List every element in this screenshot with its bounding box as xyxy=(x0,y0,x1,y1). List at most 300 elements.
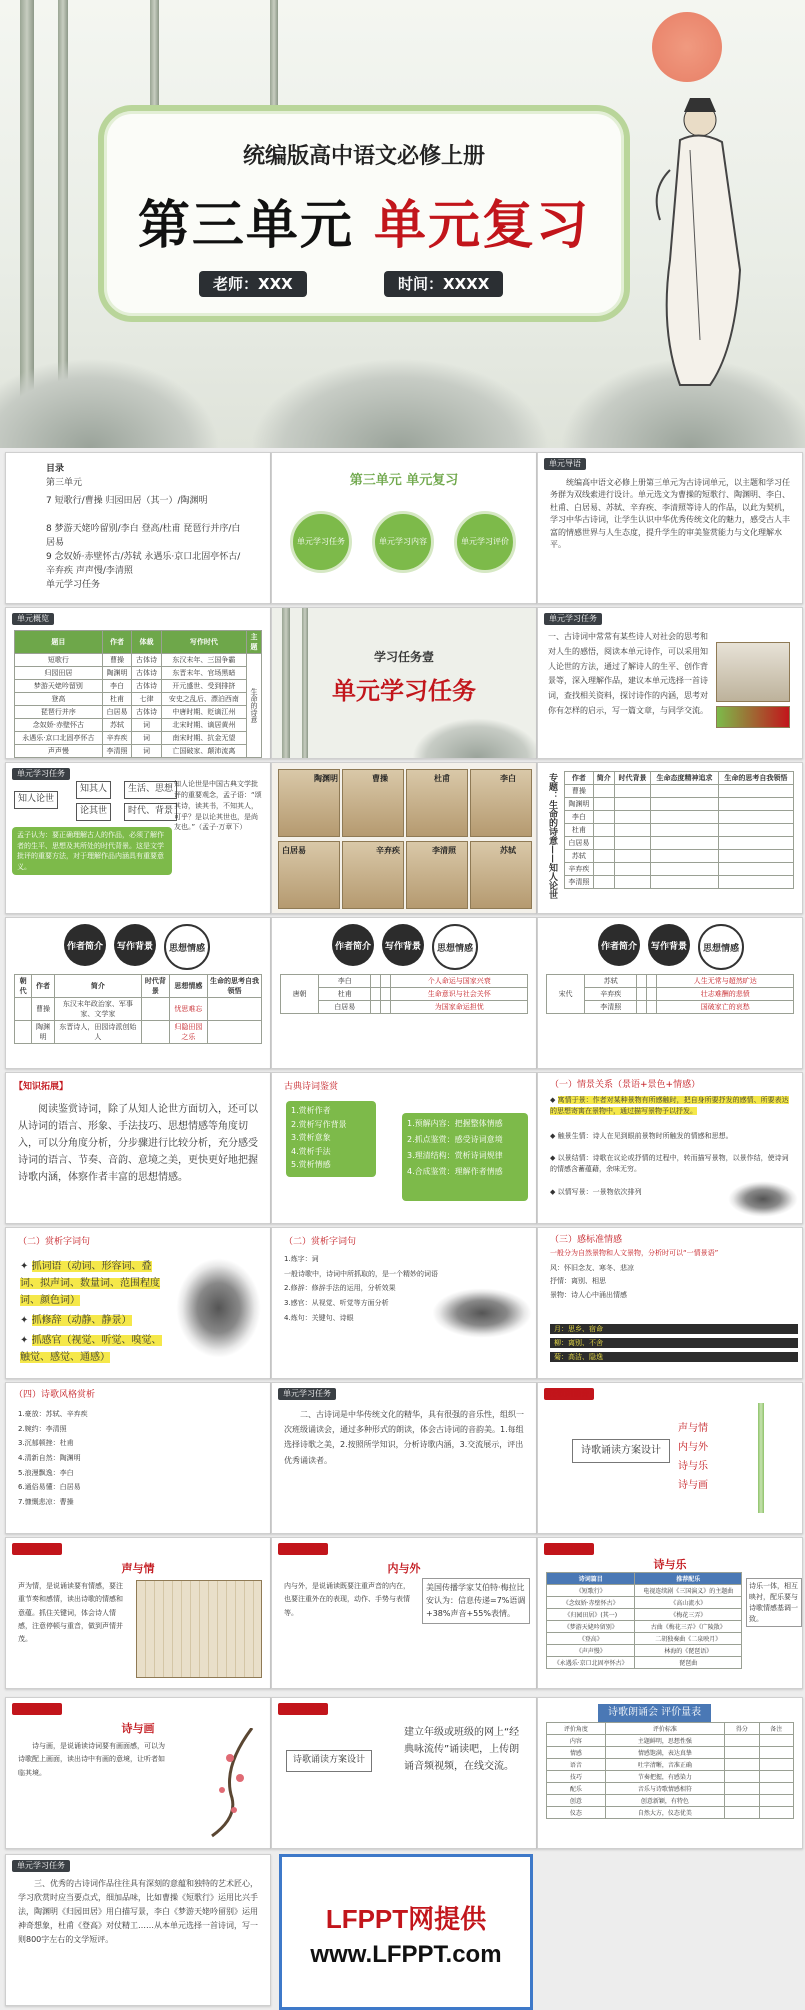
essay-text: 一、古诗词中常常有某些诗人对社会的思考和对人生的感悟，阅读本单元诗作，可以采用知人论世的方法，通过了解诗人的生平、创作背景等，深入理解作品，建议本单元选择一首诗词，查找相关资料，探讨诗作的内涵，思考对你有怎样的启示，写一篇文章，与同学交流。 xyxy=(548,632,708,715)
slide-words-2[interactable] xyxy=(271,1227,537,1379)
cell: 陶渊明 xyxy=(32,1021,55,1044)
portrait-label: 苏轼 xyxy=(500,846,516,855)
cell: 亡国破家、颠沛流离 xyxy=(161,745,246,758)
scene-text: 触景生情：诗人在见到眼前景物时所触发的情感和思想。 xyxy=(557,1132,733,1140)
cell: 主题鲜明，思想性强 xyxy=(605,1735,724,1747)
cell: 内容 xyxy=(547,1735,606,1747)
cell: 词 xyxy=(132,745,162,758)
ink-landscape xyxy=(176,1258,261,1358)
method-item: 2.抓点鉴赏：感受诗词意境 xyxy=(407,1135,503,1144)
cell: 作者 xyxy=(32,975,55,998)
circle-label: 写作背景 xyxy=(648,924,690,966)
slide-tag: 单元学习任务 xyxy=(12,1860,70,1872)
cover-slide xyxy=(0,0,805,448)
portrait-label: 杜甫 xyxy=(434,774,450,783)
overview-table xyxy=(14,630,262,758)
cell: 琵琶曲 xyxy=(635,1657,742,1669)
cell: 情感饱满，表达真挚 xyxy=(605,1747,724,1759)
mountain-ink xyxy=(412,718,537,758)
inout-box: 美国传播学家艾伯特·梅拉比安认为：信息传递=7%语调+38%声音+55%表情。 xyxy=(422,1578,530,1624)
slide-essay[interactable] xyxy=(537,607,803,759)
cell: 杜甫 xyxy=(319,988,371,1001)
table-row xyxy=(565,837,794,850)
cell: 辛弃疾 xyxy=(585,988,637,1001)
table-header: 写作时代 xyxy=(161,631,246,654)
slide-tag: 单元学习任务 xyxy=(544,613,602,625)
grid-header: 作者 xyxy=(565,772,594,785)
author-grid xyxy=(564,771,794,889)
grid-header: 生命态度精神追求 xyxy=(651,772,718,785)
style-item: 1.豪放：苏轼、辛弃疾 xyxy=(18,1410,88,1418)
circle-label: 写作背景 xyxy=(382,924,424,966)
cell: 语音 xyxy=(547,1759,606,1771)
cell: 归园田居 xyxy=(15,667,103,680)
poetry-item: 内与外 xyxy=(678,1442,708,1453)
review-circle: 单元学习内容 xyxy=(372,511,434,573)
plan-text: 建立年级或班级的网上“经典咏流传”诵读吧，上传朗诵音频视频，在线交流。 xyxy=(404,1727,520,1772)
cell: 苏轼 xyxy=(585,975,637,988)
emo-bar: 月：思乡、宿命 xyxy=(550,1324,798,1334)
emo-tag: （三）感标准情感 xyxy=(550,1235,623,1245)
circle-label: 作者简介 xyxy=(598,924,640,966)
poetry-plan-title: 诗歌诵读方案设计 xyxy=(572,1439,670,1463)
cell: 东晋诗人，田园诗派创始人 xyxy=(54,1021,141,1044)
scene-text: 寓情于景：作者对某种景物有所感触时，把自身所要抒发的感情、所要表达的思想寄寓在景物中，通过描写景物予以抒发。 xyxy=(550,1096,789,1115)
cell: 李白 xyxy=(102,680,132,693)
cell: 评价角度 xyxy=(547,1723,606,1735)
cell: 辛弃疾 xyxy=(565,863,594,876)
slide-author-b[interactable] xyxy=(271,917,537,1069)
words2-line: 一般诗歌中，诗词中所抓取的，是一个精妙的词语 xyxy=(284,1269,438,1278)
ink-mountain xyxy=(432,1288,532,1338)
circle-label: 思想情感 xyxy=(698,924,744,970)
emo-heading: 一般分为自然景物和人文景物，分析时可以“一情景语” xyxy=(550,1249,719,1257)
mountain-ink xyxy=(0,358,220,448)
poetry-item: 诗与画 xyxy=(678,1480,708,1491)
toc-unit: 第三单元 xyxy=(46,478,83,488)
slide-intro[interactable] xyxy=(537,452,803,604)
cell: 李白 xyxy=(565,811,594,824)
task3-text: 三、优秀的古诗词作品往往具有深刻的意蕴和独特的艺术匠心，学习欣赏时应当要点式，细加品味，比如曹操《短歌行》运用比兴手法，陶渊明《归园田居》用白描写景，李白《梦游天姥吟留别》运用神奇想象，杜甫《登高》对仗精工……从本单元选择一首诗词，写一则800字左右的文学短评。 xyxy=(18,1879,258,1944)
table-row xyxy=(547,975,794,988)
words2-line: 1.炼字：词 xyxy=(284,1255,319,1263)
eval-title: 诗歌朗诵会 评价量表 xyxy=(598,1704,711,1722)
cell: 创意新颖，有特色 xyxy=(605,1795,724,1807)
slide-tag: 单元学习任务 xyxy=(278,1388,336,1400)
circle-label: 思想情感 xyxy=(164,924,210,970)
words2-tag: （二）赏析字词句 xyxy=(284,1237,357,1247)
cell: 情感 xyxy=(547,1747,606,1759)
toc-line: 7 短歌行/曹操 归园田居（其一）/陶渊明 xyxy=(46,496,208,506)
task-title: 单元学习任务 xyxy=(332,676,476,705)
eval-table xyxy=(546,1722,794,1819)
table-row xyxy=(547,1609,742,1621)
intro-text: 统编高中语文必修上册第三单元为古诗词单元，以主题和学习任务群为双线索进行设计。单元选文为曹操的短歌行、陶渊明、李白、杜甫、白居易、苏轼、辛弃疾、李清照等诗人的作品，以此为契机，学习中华古诗词，让学生认识中华优秀传统文化的魅力，感受古人丰富的情感世界与人生态度，提升学生的审美鉴赏能力与文化理解水平。 xyxy=(550,478,790,549)
slide-poem-music[interactable] xyxy=(537,1537,803,1689)
portrait-label: 陶渊明 xyxy=(314,774,338,783)
slide-knowledge[interactable] xyxy=(5,1072,271,1224)
table-row xyxy=(565,876,794,889)
scene-item: ◆ 以景结情：诗歌在议论或抒情的过程中，转而描写景物，以景作结，使诗词的情感含蓄蕴藉，余味无穷。 xyxy=(550,1154,789,1173)
emo-item: 风：怀旧念友、寒冬、悲凉 xyxy=(550,1264,634,1272)
table-row xyxy=(15,654,262,667)
cell: 开元盛世、受到排挤 xyxy=(161,680,246,693)
emo-items xyxy=(550,1262,790,1302)
words2-line: 3.感官：从视觉、听觉等方面分析 xyxy=(284,1299,389,1308)
cell: 永遇乐·京口北固亭怀古 xyxy=(15,732,103,745)
table-row xyxy=(547,1621,742,1633)
red-sun xyxy=(652,12,722,82)
theme-cell: 生命的诗意 xyxy=(247,654,262,758)
table-row xyxy=(547,1657,742,1669)
slide-tag: 单元导语 xyxy=(544,458,586,470)
slide-task-one[interactable] xyxy=(271,607,537,759)
author-table xyxy=(546,974,794,1014)
cell: 杜甫 xyxy=(102,693,132,706)
author-table xyxy=(14,974,262,1044)
table-row xyxy=(15,667,262,680)
emo-bar: 菊：高洁、隐逸 xyxy=(550,1352,798,1362)
cell: 林海的《琵琶语》 xyxy=(635,1645,742,1657)
table-row xyxy=(565,811,794,824)
method-title: 古典诗词鉴赏 xyxy=(284,1082,339,1092)
cell: 评价标准 xyxy=(605,1723,724,1735)
time-pill: 时间：XXXX xyxy=(384,271,503,297)
sage-figure-illustration xyxy=(640,90,760,390)
cell: 配乐 xyxy=(547,1783,606,1795)
scene-text: 以情写景：一景物依次排列 xyxy=(557,1188,642,1196)
table-row xyxy=(547,1807,794,1819)
style-item: 4.清新自然：陶渊明 xyxy=(18,1454,81,1463)
slide-evaluation[interactable] xyxy=(537,1697,803,1849)
mountain-ink xyxy=(250,358,550,448)
table-row xyxy=(15,1021,262,1044)
table-row xyxy=(281,975,528,988)
slide-grid[interactable] xyxy=(537,762,803,914)
cell: 备注 xyxy=(759,1723,793,1735)
words-tag: （二）赏析字词句 xyxy=(18,1237,91,1247)
ink-rock xyxy=(728,1181,798,1217)
table-row xyxy=(565,863,794,876)
slide-tag: 单元概览 xyxy=(12,613,54,625)
bamboo-stalk xyxy=(150,0,159,120)
slide-author-c[interactable] xyxy=(537,917,803,1069)
plum-blossom-illustration xyxy=(182,1728,262,1838)
method-item: 4.合成鉴赏：理解作者情感 xyxy=(407,1167,503,1176)
slide-mindmap[interactable] xyxy=(5,762,271,914)
method-item: 4.赏析手法 xyxy=(291,1146,331,1156)
cell: 吐字清晰，音准正确 xyxy=(605,1759,724,1771)
cover-title-black: 第三单元 xyxy=(137,195,354,256)
table-row xyxy=(547,1783,794,1795)
words2-line: 2.修辞：修辞手法的运用，分析效果 xyxy=(284,1284,396,1293)
table-row xyxy=(547,1585,742,1597)
toc-line: 8 梦游天姥吟留别/李白 登高/杜甫 琵琶行并序/白居易 xyxy=(46,524,241,548)
paint-text: 诗与画，是说诵读诗词要有画面感，可以为诗歌配上画面，读出诗中有画的意境，让听者如临其境。 xyxy=(18,1742,165,1777)
cell: 梦游天姥吟留别 xyxy=(15,680,103,693)
cell: 《永遇乐·京口北固亭怀古》 xyxy=(547,1657,635,1669)
grid-header: 生命的思考自我领悟 xyxy=(718,772,793,785)
cell: 古体诗 xyxy=(132,667,162,680)
slide-tag: 诗歌朗诵会 xyxy=(278,1703,328,1715)
slide-method[interactable] xyxy=(271,1072,537,1224)
cell: 《登高》 xyxy=(547,1633,635,1645)
scene-item: ◆ 寓情于景：作者对某种景物有所感触时，把自身所要抒发的感情、所要表达的思想寄寓在景物中，通过描写景物予以抒发。 xyxy=(550,1096,789,1115)
scene-tag: （一）情景关系（景语+景色+情感） xyxy=(550,1080,701,1090)
table-row xyxy=(15,732,262,745)
cell: 七律 xyxy=(132,693,162,706)
table-header: 主题 xyxy=(247,631,262,654)
bamboo-stalk xyxy=(758,1403,764,1513)
cell: 《归园田居》(其一) xyxy=(547,1609,635,1621)
slide-scene[interactable] xyxy=(537,1072,803,1224)
scene-text: 以景结情：诗歌在议论或抒情的过程中，转而描写景物，以景作结，使诗词的情感含蓄蕴藉，余味无穷。 xyxy=(550,1154,789,1173)
table-row xyxy=(547,1735,794,1747)
cell: 白居易 xyxy=(102,706,132,719)
table-row xyxy=(565,824,794,837)
method-item: 3.赏析意象 xyxy=(291,1133,331,1143)
cell: 南宋时期、抗金无望 xyxy=(161,732,246,745)
table-row xyxy=(15,680,262,693)
sound-text: 声为情，是说诵读要有情感，要注重节奏和感情，读出诗歌的情感和意蕴。抓住关键词，体会诗人情感，注意停顿与重音，做到声情并茂。 xyxy=(18,1582,123,1644)
cell: 苏轼 xyxy=(565,850,594,863)
cell: 《声声慢》 xyxy=(547,1645,635,1657)
emo-bar: 柳：离别、不舍 xyxy=(550,1338,798,1348)
review-circle: 单元学习任务 xyxy=(290,511,352,573)
cell: 唐朝 xyxy=(281,975,319,1014)
cell: 生命的思考自我领悟 xyxy=(208,975,262,998)
cell: 陶渊明 xyxy=(565,798,594,811)
cell: 短歌行 xyxy=(15,654,103,667)
slide-tag: 诗歌朗诵会 xyxy=(278,1543,328,1555)
toc-line: 9 念奴娇·赤壁怀古/苏轼 永遇乐·京口北固亭怀古/辛弃疾 声声慢/李清照 xyxy=(46,552,241,576)
words-item: ✦ 抓感官（视觉、听觉、嗅觉、触觉、感觉、通感） xyxy=(20,1335,162,1363)
cell: 李白 xyxy=(319,975,371,988)
table-header: 题目 xyxy=(15,631,103,654)
cell: 琵琶行并序 xyxy=(15,706,103,719)
table-row xyxy=(547,1645,742,1657)
cell: 东汉末年政治家、军事家、文学家 xyxy=(54,998,141,1021)
style-list xyxy=(18,1407,258,1510)
method-item: 5.赏析情感 xyxy=(291,1160,331,1170)
cell: 自然大方，仪态优美 xyxy=(605,1807,724,1819)
slide-author-a[interactable] xyxy=(5,917,271,1069)
slide-task-two[interactable] xyxy=(271,1382,537,1534)
table-row xyxy=(547,1771,794,1783)
cell: 壮志难酬的悲愤 xyxy=(657,988,794,1001)
scene-item: ◆ 触景生情：诗人在见到眼前景物时所触发的情感和思想。 xyxy=(550,1132,733,1140)
style-item: 5.浪漫飘逸：李白 xyxy=(18,1468,74,1477)
cell: 归隐田园之乐 xyxy=(169,1021,207,1044)
slide-review[interactable] xyxy=(271,452,537,604)
cell: 节奏把握，有感染力 xyxy=(605,1771,724,1783)
portrait-label: 曹操 xyxy=(372,774,388,783)
slide-portraits[interactable] xyxy=(271,762,537,914)
cell: 诗词篇目 xyxy=(547,1573,635,1585)
cell: 朝代 xyxy=(15,975,32,998)
words-text: 抓词语（动词、形容词、叠词、拟声词、数量词、范围程度词、颜色词） xyxy=(20,1261,160,1306)
cell: 白居易 xyxy=(565,837,594,850)
task-tag: 学习任务壹 xyxy=(373,650,434,664)
cell: 曹操 xyxy=(565,785,594,798)
table-row xyxy=(15,745,262,758)
grid-title: 专题：生命的诗意——知人论世 xyxy=(547,773,557,899)
cell: 音乐与诗歌情感相符 xyxy=(605,1783,724,1795)
poetry-item: 声与情 xyxy=(678,1423,708,1434)
cell: 仪态 xyxy=(547,1807,606,1819)
cell: 中唐时期、贬谪江州 xyxy=(161,706,246,719)
review-title: 第三单元 单元复习 xyxy=(349,473,459,488)
cell: 李清照 xyxy=(565,876,594,889)
table-row xyxy=(15,706,262,719)
calligraphy-scroll xyxy=(136,1580,262,1678)
slide-toc[interactable] xyxy=(5,452,271,604)
music-note: 诗乐一体，相互映衬，配乐要与诗歌情感基调一致。 xyxy=(746,1578,802,1627)
slide-words[interactable] xyxy=(5,1227,271,1379)
cell: 古曲《梅花三弄》《广陵散》 xyxy=(635,1621,742,1633)
table-row xyxy=(547,1633,742,1645)
circle-label: 作者简介 xyxy=(64,924,106,966)
lfppt-ad-card[interactable] xyxy=(279,1854,533,2010)
slide-inner-outer[interactable] xyxy=(271,1537,537,1689)
color-strip xyxy=(716,706,790,728)
emo-item: 抒情：离别、相思 xyxy=(550,1277,606,1286)
slide-style[interactable] xyxy=(5,1382,271,1534)
slide-poem-painting[interactable] xyxy=(5,1697,271,1849)
cell: 白居易 xyxy=(319,1001,371,1014)
cell: 曹操 xyxy=(102,654,132,667)
paint-title: 诗与画 xyxy=(121,1722,155,1735)
method-item: 1.预解内容：把握整体情感 xyxy=(407,1119,503,1128)
mind-node: 时代、背景 xyxy=(124,803,177,821)
cell: 《念奴娇·赤壁怀古》 xyxy=(547,1597,635,1609)
cell: 李清照 xyxy=(585,1001,637,1014)
circle-label: 写作背景 xyxy=(114,924,156,966)
words2-line: 4.炼句：关键句、诗眼 xyxy=(284,1313,354,1322)
cell: 词 xyxy=(132,719,162,732)
cell: 曹操 xyxy=(32,998,55,1021)
cell: 时代背景 xyxy=(142,975,170,998)
music-table xyxy=(546,1572,742,1669)
cover-title-frame xyxy=(98,105,630,322)
cell: 简介 xyxy=(54,975,141,998)
mind-green-box: 孟子认为：要正确理解古人的作品，必须了解作者的生平、思想及其所处的时代背景。这是文学批评的重要方法，对于理解作品内涵具有重要意义。 xyxy=(12,827,172,875)
cell: 古体诗 xyxy=(132,680,162,693)
cover-subtitle: 统编版高中语文必修上册 xyxy=(242,143,485,169)
grid-header: 时代背景 xyxy=(614,772,651,785)
knowledge-tag: 【知识拓展】 xyxy=(14,1082,69,1092)
inout-text: 内与外，是说诵读既要注重声音的内在，也要注重外在的表现，动作、手势与表情等。 xyxy=(284,1582,410,1617)
cell: 创意 xyxy=(547,1795,606,1807)
table-row xyxy=(15,693,262,706)
method-right-box xyxy=(402,1113,528,1201)
cell: 辛弃疾 xyxy=(102,732,132,745)
portrait-label: 辛弃疾 xyxy=(376,846,400,855)
mind-quote: 知人论世是中国古典文学批评的重要观念，孟子语：“颂其诗，读其书，不知其人，可乎？是以论其世也，是尚友也。”（孟子·万章下） xyxy=(174,780,262,832)
music-title: 诗与乐 xyxy=(653,1558,687,1571)
cell: 陶渊明 xyxy=(102,667,132,680)
table-row xyxy=(565,850,794,863)
method-item: 3.理清结构：赏析诗词规律 xyxy=(407,1151,503,1160)
table-row xyxy=(15,719,262,732)
bamboo-stalk xyxy=(270,0,278,110)
cell: 电视连续剧《三国演义》的主题曲 xyxy=(635,1585,742,1597)
cell: 登高 xyxy=(15,693,103,706)
cell: 古体诗 xyxy=(132,654,162,667)
inout-title: 内与外 xyxy=(387,1562,421,1575)
mind-center: 知人论世 xyxy=(14,791,58,809)
circle-label: 思想情感 xyxy=(432,924,478,970)
toc-line: 单元学习任务 xyxy=(46,580,101,590)
table-row xyxy=(547,1795,794,1807)
table-row xyxy=(15,998,262,1021)
style-item: 6.通俗易懂：白居易 xyxy=(18,1483,81,1492)
cell: 忧思难忘 xyxy=(169,998,207,1021)
method-item: 1.赏析作者 xyxy=(291,1106,331,1115)
method-item: 2.赏析写作背景 xyxy=(291,1119,347,1129)
words-text: 抓修辞（动静、静景） xyxy=(31,1315,132,1326)
cell: 技巧 xyxy=(547,1771,606,1783)
poetry-items xyxy=(678,1419,708,1495)
mind-node: 论其世 xyxy=(76,803,111,821)
slide-tag: 诗歌朗诵会 xyxy=(12,1703,62,1715)
cell: 国破家亡的哀愁 xyxy=(657,1001,794,1014)
brand-url[interactable]: www.LFPPT.com xyxy=(310,1941,502,1968)
cell: 李清照 xyxy=(102,745,132,758)
task2-text: 二、古诗词是中华传统文化的精华，具有很强的音乐性，组织一次班级诵读会，通过多种形式的朗读，体会古诗词的音韵美。1.每组选择诗歌之美，2.按照所学知识，分析诗歌内涵，3.交流展示，评出优秀诵读者。 xyxy=(284,1410,524,1465)
cover-title xyxy=(104,183,624,258)
knowledge-text: 阅读鉴赏诗词，除了从知人论世方面切入，还可以从诗词的语言、形象、手法技巧、思想情感等角度切入，可以分角度分析，分步骤进行比较分析，充分感受诗词的语言、节奏、音韵、意境之美，更快更好地把握诗歌内涵，体察作者丰富的思想情感。 xyxy=(18,1104,258,1183)
table-header: 体裁 xyxy=(132,631,162,654)
cell: 二胡独奏曲《二泉映月》 xyxy=(635,1633,742,1645)
slide-overview-table[interactable] xyxy=(5,607,271,759)
cell: 东晋末年、官场黑暗 xyxy=(161,667,246,680)
style-item: 7.慷慨悲凉：曹操 xyxy=(18,1498,74,1507)
cell: 个人命运与国家兴衰 xyxy=(391,975,528,988)
slide-sound-emotion[interactable] xyxy=(5,1537,271,1689)
slide-emotion[interactable] xyxy=(537,1227,803,1379)
grid-header: 简介 xyxy=(593,772,614,785)
slide-tag: 诗歌朗诵会 xyxy=(544,1388,594,1400)
cell: 古体诗 xyxy=(132,706,162,719)
author-table xyxy=(280,974,528,1014)
teacher-pill: 老师：XXX xyxy=(199,271,307,297)
words-text: 抓感官（视觉、听觉、嗅觉、触觉、感觉、通感） xyxy=(20,1335,162,1363)
cover-title-red: 单元复习 xyxy=(374,195,591,256)
slide-plan-design[interactable] xyxy=(271,1697,537,1849)
cell: 杜甫 xyxy=(565,824,594,837)
cell: 东汉末年、三国争霸 xyxy=(161,654,246,667)
cell: 《梦游天姥吟留别》 xyxy=(547,1621,635,1633)
portrait-label: 白居易 xyxy=(282,846,306,855)
slide-task-three[interactable] xyxy=(5,1854,271,2006)
slide-poetry-plan[interactable] xyxy=(537,1382,803,1534)
cell: 《短歌行》 xyxy=(547,1585,635,1597)
review-circle: 单元学习评价 xyxy=(454,511,516,573)
cell: 生命意识与社会关怀 xyxy=(391,988,528,1001)
cell: 为国家命运担忧 xyxy=(391,1001,528,1014)
words-item: ✦ 抓修辞（动静、静景） xyxy=(20,1315,132,1326)
cell: 人生无常与超然旷达 xyxy=(657,975,794,988)
brand-name: LFPPT网提供 xyxy=(325,1904,487,1934)
cell: 苏轼 xyxy=(102,719,132,732)
plan-title: 诗歌诵读方案设计 xyxy=(286,1750,372,1772)
style-item: 3.沉郁顿挫：杜甫 xyxy=(18,1439,74,1448)
scene-item: ◆ 以情写景：一景物依次排列 xyxy=(550,1188,642,1196)
table-header: 作者 xyxy=(102,631,132,654)
toc-heading: 目录 xyxy=(46,464,65,474)
slide-tag: 诗歌朗诵会 xyxy=(12,1543,62,1555)
